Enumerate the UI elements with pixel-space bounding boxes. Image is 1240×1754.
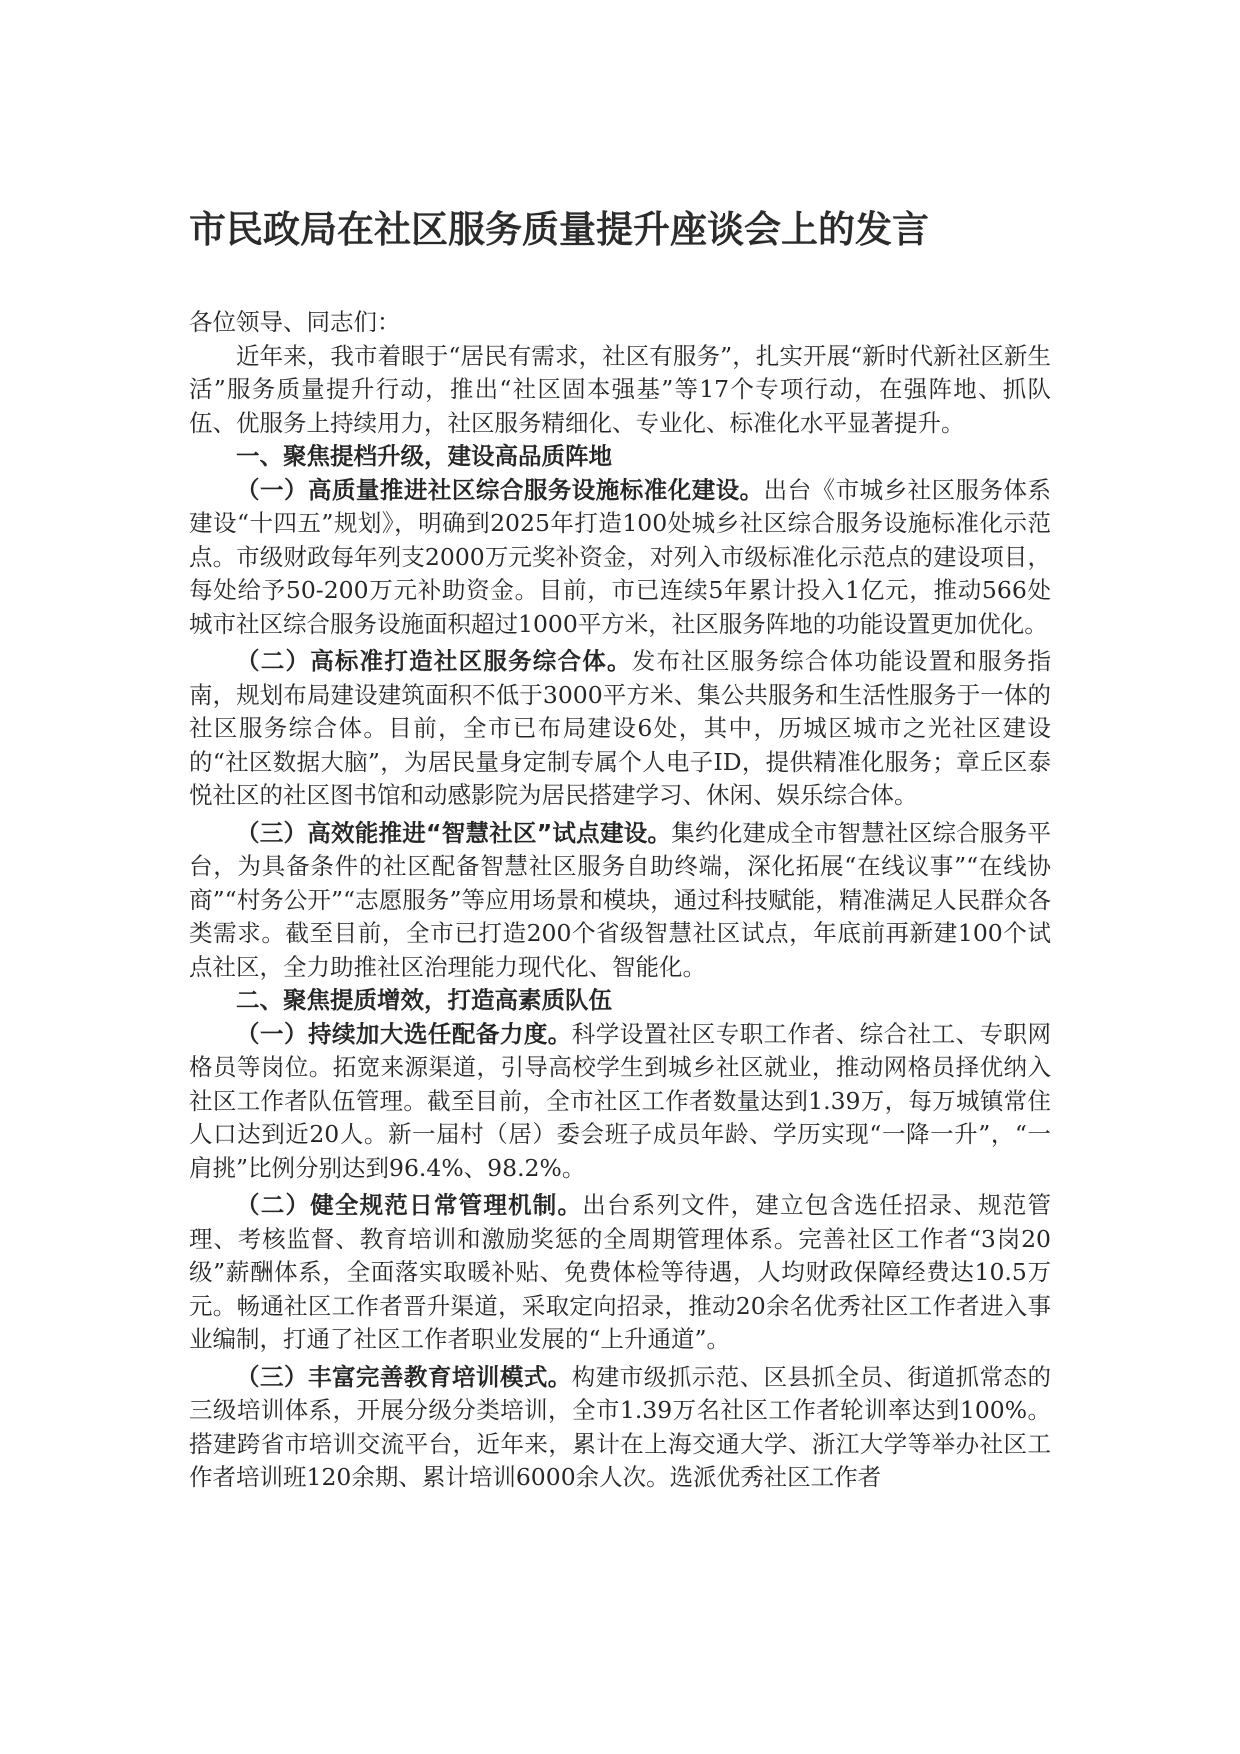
section1-item2-lead: （二）高标准打造社区服务综合体。 — [236, 647, 632, 675]
section1-item3-lead: （三）高效能推进“智慧社区”试点建设。 — [236, 818, 672, 847]
section1-item1-text: 出台《市城乡社区服务体系建设“十四五”规划》，明确到2025年打造100处城乡社区综合服务设施标准化示范点。市级财政每年列支2000万元奖补资金，对列入市级标准化示范点的建设项目，每处给予50-200万元补助资金。目前，市已连续5年累计投入1亿元，推动566处城市社区综合服务设施面积超过1000平方米，社区服务阵地的功能设置更加优化。 — [189, 475, 1052, 638]
section2-item3-text: 构建市级抓示范、区县抓全员、街道抓常态的三级培训体系，开展分级分类培训，全市1.39万名社区工作者轮训率达到100%。搭建跨省市培训交流平台，近年来，累计在上海交通大学、浙江大学等举办社区工作者培训班120余期、累计培训6000余人次。选派优秀社区工作者 — [189, 1362, 1052, 1491]
section2-item1-text: 科学设置社区专职工作者、综合社工、专职网格员等岗位。拓宽来源渠道，引导高校学生到城乡社区就业，推动网格员择优纳入社区工作者队伍管理。截至目前，全市社区工作者数量达到1.39万，每万城镇常住人口达到近20人。新一届村（居）委会班子成员年龄、学历实现“一降一升”，“一肩挑”比例分别达到96.4%、98.2%。 — [189, 1019, 1052, 1182]
intro-paragraph: 近年来，我市着眼于“居民有需求，社区有服务”，扎实开展“新时代新社区新生活”服务质量提升行动，推出“社区固本强基”等17个专项行动，在强阵地、抓队伍、优服务上持续用力，社区服务精细化、专业化、标准化水平显著提升。 — [189, 341, 1051, 437]
salutation: 各位领导、同志们： — [189, 308, 401, 336]
section1-item3-paragraph — [189, 817, 1051, 985]
section-heading-2: 二、聚焦提质增效，打造高素质队伍 — [236, 986, 612, 1014]
section1-item2-text: 发布社区服务综合体功能设置和服务指南，规划布局建设建筑面积不低于3000平方米、集公共服务和生活性服务于一体的社区服务综合体。目前，全市已布局建设6处，其中，历城区城市之光社区建设的“社区数据大脑”，为居民量身定制专属个人电子ID，提供精准化服务；章丘区泰悦社区的社区图书馆和动感影院为居民搭建学习、休闲、娱乐综合体。 — [189, 647, 1051, 809]
section-heading-1: 一、聚焦提档升级，建设高品质阵地 — [236, 442, 612, 470]
section1-item1-lead: （一）高质量推进社区综合服务设施标准化建设。 — [236, 475, 764, 504]
section2-item3-paragraph — [189, 1361, 1051, 1495]
section2-item2-lead: （二）健全规范日常管理机制。 — [236, 1191, 583, 1219]
section2-item1-lead: （一）持续加大选任配备力度。 — [236, 1019, 572, 1048]
section1-item1-paragraph — [189, 474, 1051, 642]
document-body — [189, 306, 1051, 1495]
section1-item2-paragraph — [189, 645, 1051, 813]
section1-item3-text: 集约化建成全市智慧社区综合服务平台，为具备条件的社区配备智慧社区服务自助终端，深化拓展“在线议事”“在线协商”“村务公开”“志愿服务”等应用场景和模块，通过科技赋能，精准满足人民群众各类需求。截至目前，全市已打造200个省级智慧社区试点，年底前再新建100个试点社区，全力助推社区治理能力现代化、智能化。 — [189, 818, 1052, 981]
section2-item2-text: 出台系列文件，建立包含选任招录、规范管理、考核监督、教育培训和激励奖惩的全周期管理体系。完善社区工作者“3岗20级”薪酬体系，全面落实取暖补贴、免费体检等待遇，人均财政保障经费达10.5万元。畅通社区工作者晋升渠道，采取定向招录，推动20余名优秀社区工作者进入事业编制，打通了社区工作者职业发展的“上升通道”。 — [189, 1191, 1051, 1353]
section2-item3-lead: （三）丰富完善教育培训模式。 — [236, 1362, 572, 1391]
section2-item1-paragraph — [189, 1018, 1051, 1186]
section2-item2-paragraph — [189, 1189, 1051, 1357]
document-title: 市民政局在社区服务质量提升座谈会上的发言 — [189, 208, 929, 251]
